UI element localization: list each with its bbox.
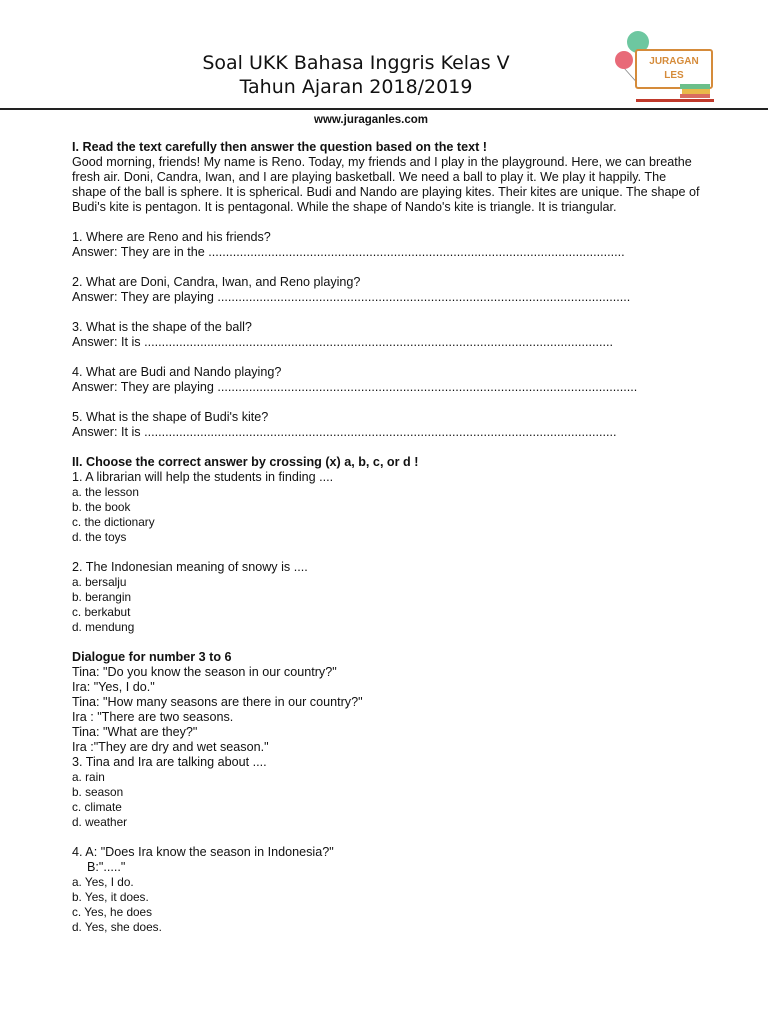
mc4-dialogue-b: B:".....": [87, 860, 126, 874]
juragan-les-logo: [614, 28, 724, 104]
website-url: www.juraganles.com: [314, 114, 428, 126]
mc1-option-d: d. the toys: [72, 530, 127, 544]
header-divider: [0, 108, 768, 110]
mc4-option-a: a. Yes, I do.: [72, 875, 134, 889]
mc-question-4: 4. A: "Does Ira know the season in Indonesia?": [72, 845, 334, 859]
svg-text:JURAGAN: JURAGAN: [649, 56, 699, 67]
mc1-option-b: b. the book: [72, 500, 131, 514]
title-line-2: Tahun Ajaran 2018/2019: [239, 76, 473, 98]
mc3-option-a: a. rain: [72, 770, 105, 784]
essay-question-3: 3. What is the shape of the ball?: [72, 320, 252, 334]
dialogue-line: Tina: "Do you know the season in our country?": [72, 665, 337, 679]
mc-question-2: 2. The Indonesian meaning of snowy is ....: [72, 560, 308, 574]
section1-heading: I. Read the text carefully then answer the question based on the text !: [72, 140, 487, 154]
answer-line-2: Answer: They are playing ......................................................................................................................: [72, 290, 631, 304]
essay-question-5: 5. What is the shape of Budi's kite?: [72, 410, 269, 424]
worksheet-content: [72, 140, 702, 935]
mc2-option-d: d. mendung: [72, 620, 135, 634]
mc2-option-a: a. bersalju: [72, 575, 127, 589]
svg-text:LES: LES: [664, 70, 684, 81]
essay-question-2: 2. What are Doni, Candra, Iwan, and Reno playing?: [72, 275, 361, 289]
mc3-option-b: b. season: [72, 785, 124, 799]
answer-line-4: Answer: They are playing ........................................................................................................................: [72, 380, 638, 394]
mc1-option-c: c. the dictionary: [72, 515, 155, 529]
dialogue-line: Ira :"They are dry and wet season.": [72, 740, 269, 754]
mc3-option-d: d. weather: [72, 815, 128, 829]
pink-balloon-icon: [615, 51, 633, 69]
mc4-option-b: b. Yes, it does.: [72, 890, 149, 904]
essay-question-4: 4. What are Budi and Nando playing?: [72, 365, 282, 379]
mc2-option-b: b. berangin: [72, 590, 132, 604]
mc3-option-c: c. climate: [72, 800, 122, 814]
section2-heading: II. Choose the correct answer by crossing (x) a, b, c, or d !: [72, 455, 419, 469]
essay-question-1: 1. Where are Reno and his friends?: [72, 230, 271, 244]
title-line-1: Soal UKK Bahasa Inggris Kelas V: [202, 52, 510, 74]
answer-line-5: Answer: It is .......................................................................................................................................: [72, 425, 617, 439]
dialogue-line: Tina: "How many seasons are there in our country?": [72, 695, 363, 709]
mc1-option-a: a. the lesson: [72, 485, 139, 499]
dialogue-line: Ira: "Yes, I do.": [72, 680, 155, 694]
reading-passage: Good morning, friends! My name is Reno. Today, my friends and I play in the playground. Here, we can breathe fresh air. Doni, Candra, Iwan, and I are playing basketball. We need a ball to play it. We play it happily. The shape of the ball is sphere. It is spherical. Budi and Nando are playing kites. Their kites are unique. The shape of Budi's kite is pentagon. It is pentagonal. While the shape of Nando's kite is triangle. It is triangular.: [72, 155, 700, 214]
answer-line-1: Answer: They are in the .......................................................................................................................: [72, 245, 625, 259]
mc2-option-c: c. berkabut: [72, 605, 131, 619]
mc4-option-c: c. Yes, he does: [72, 905, 153, 919]
dialogue-heading: Dialogue for number 3 to 6: [72, 650, 232, 664]
dialogue-line: Ira : "There are two seasons.: [72, 710, 234, 724]
answer-line-3: Answer: It is ......................................................................................................................................: [72, 335, 613, 349]
mc-question-1: 1. A librarian will help the students in finding ....: [72, 470, 334, 484]
dialogue-line: Tina: "What are they?": [72, 725, 198, 739]
mc-question-3: 3. Tina and Ira are talking about ....: [72, 755, 267, 769]
mc4-option-d: d. Yes, she does.: [72, 920, 162, 934]
